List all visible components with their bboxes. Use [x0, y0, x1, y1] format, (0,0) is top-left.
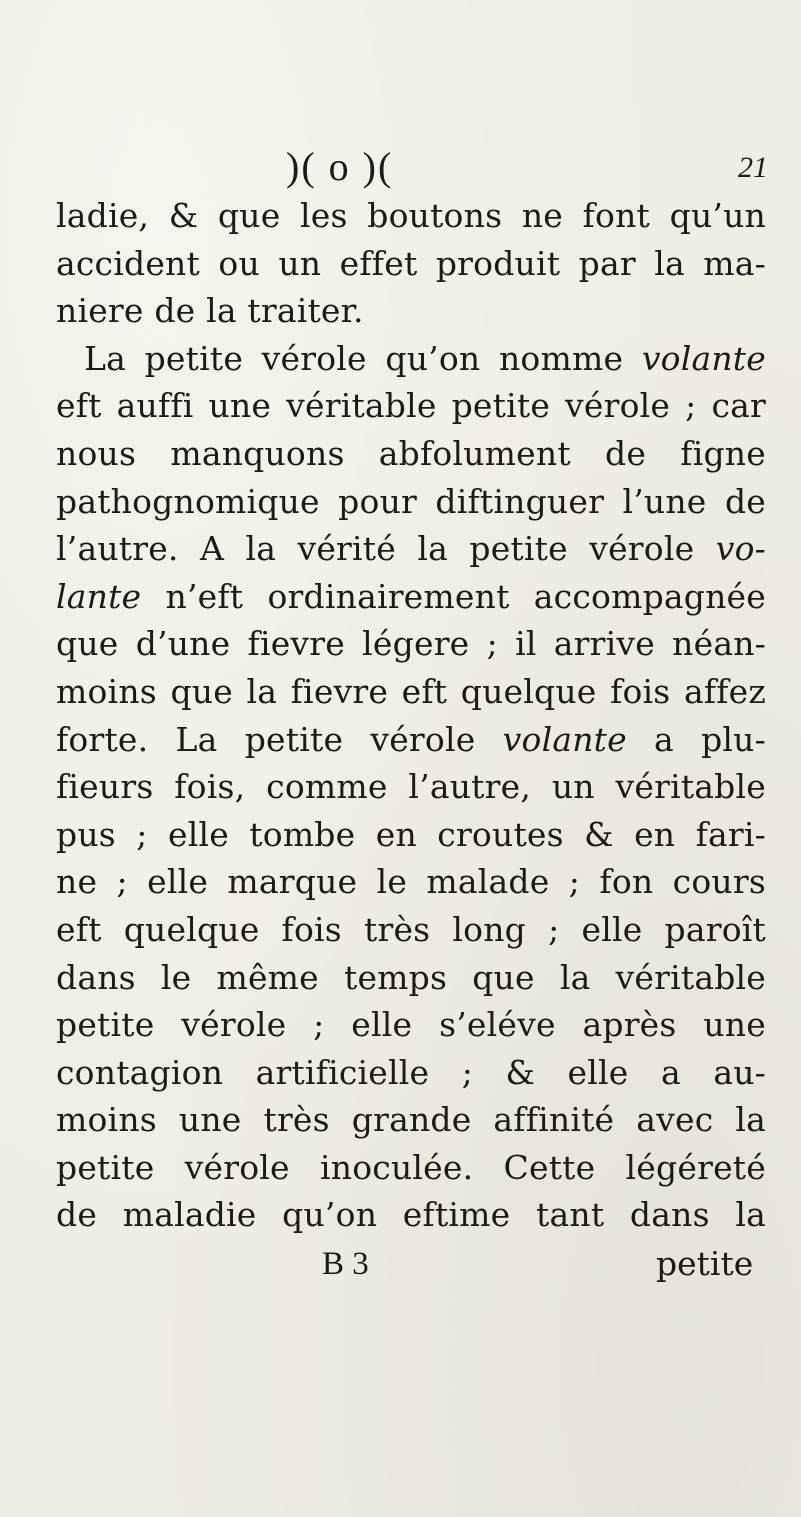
- text-run: ne ; elle marque le malade ; fon cours: [56, 862, 766, 902]
- text-run: pus ; elle tombe en croutes & en fari-: [56, 814, 766, 854]
- text-run: moins que la fievre eft quelque fois affez: [56, 671, 766, 711]
- text-run: l’autre. A la vérité la petite vérole: [56, 529, 716, 569]
- text-run: eft quelque fois très long ; elle paroît: [56, 909, 766, 949]
- text-run: nous manquons abfolument de figne: [56, 433, 766, 473]
- page-footer: [0, 1240, 801, 1288]
- body-text: [56, 192, 766, 1239]
- page-number: 21: [738, 151, 768, 184]
- text-run: n’eft ordinairement accompagnée: [141, 576, 766, 616]
- text-run: de maladie qu’on eftime tant dans la: [56, 1195, 766, 1235]
- italic-term: vo-: [715, 529, 766, 569]
- text-line: [56, 478, 766, 526]
- text-run: petite vérole inoculée. Cette légéreté: [56, 1147, 766, 1187]
- text-run: ladie, & que les boutons ne font qu’un: [56, 196, 766, 235]
- signature-mark: B 3: [322, 1246, 369, 1282]
- text-line: [56, 430, 766, 478]
- italic-term: volante: [502, 719, 627, 759]
- text-line: [56, 858, 766, 906]
- catchword: petite: [656, 1244, 754, 1283]
- text-run: forte. La petite vérole: [56, 719, 503, 759]
- text-run: petite vérole ; elle s’eléve après une: [56, 1005, 766, 1045]
- text-line: [56, 1144, 766, 1192]
- text-line: [56, 525, 766, 573]
- text-run: accident ou un effet produit par la ma-: [56, 243, 766, 283]
- text-line: [56, 763, 766, 811]
- text-run: moins une très grande affinité avec la: [56, 1100, 766, 1140]
- text-run: dans le même temps que la véritable: [56, 957, 766, 997]
- text-run: fieurs fois, comme l’autre, un véritable: [56, 767, 766, 807]
- text-run: niere de la traiter.: [56, 291, 364, 331]
- text-line: [56, 954, 766, 1002]
- text-line: [56, 716, 766, 764]
- italic-term: volante: [641, 338, 766, 378]
- text-run: eft auffi une véritable petite vérole ; car: [56, 386, 766, 426]
- text-line: [56, 620, 766, 668]
- text-line: [56, 1049, 766, 1097]
- text-run: contagion artificielle ; & elle a au-: [56, 1052, 766, 1092]
- text-line: [56, 335, 766, 383]
- text-run: La petite vérole qu’on nomme: [84, 338, 642, 378]
- header-ornament: )( o )(: [286, 144, 394, 189]
- text-line: [56, 668, 766, 716]
- text-run: a plu-: [626, 719, 766, 759]
- text-line: [56, 287, 766, 335]
- italic-term: lante: [56, 576, 142, 616]
- text-line: [56, 906, 766, 954]
- text-run: que d’une fievre légere ; il arrive néan-: [56, 624, 766, 664]
- text-line: [56, 240, 766, 288]
- text-line: [56, 1096, 766, 1144]
- text-line: [56, 382, 766, 430]
- text-line: [56, 1001, 766, 1049]
- text-line: [56, 573, 766, 621]
- text-line: [56, 1191, 766, 1239]
- running-header: [0, 142, 801, 192]
- text-run: pathognomique pour diftinguer l’une de: [56, 481, 766, 521]
- text-line: [56, 811, 766, 859]
- text-line: [56, 192, 766, 240]
